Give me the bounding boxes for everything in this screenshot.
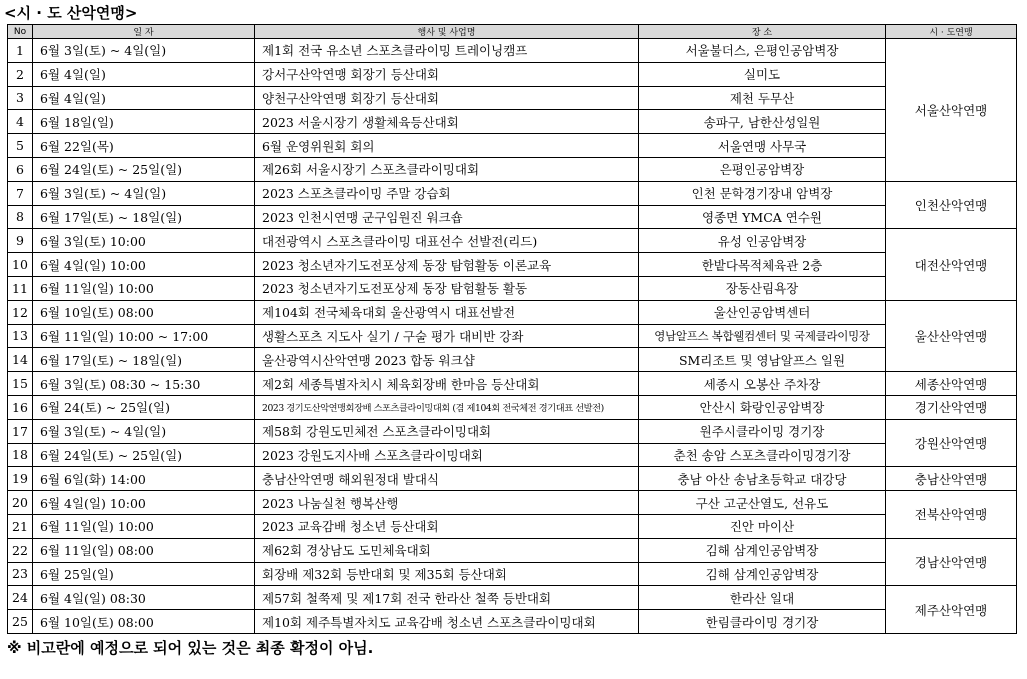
row-no: 20 bbox=[8, 491, 33, 515]
row-date: 6월 25일(일) bbox=[33, 562, 255, 586]
table-row bbox=[8, 229, 1017, 253]
row-no: 8 bbox=[8, 205, 33, 229]
row-event: 제26회 서울시장기 스포츠클라이밍대회 bbox=[255, 157, 639, 181]
row-date: 6월 24일(토) ~ 25일(일) bbox=[33, 157, 255, 181]
row-date: 6월 4일(일) 10:00 bbox=[33, 253, 255, 277]
row-date: 6월 24일(토) ~ 25일(일) bbox=[33, 443, 255, 467]
table-row bbox=[8, 300, 1017, 324]
row-no: 16 bbox=[8, 395, 33, 419]
row-date: 6월 11일(일) 10:00 ~ 17:00 bbox=[33, 324, 255, 348]
row-date: 6월 11일(일) 10:00 bbox=[33, 276, 255, 300]
row-event: 2023 교육감배 청소년 등산대회 bbox=[255, 514, 639, 538]
table-row bbox=[8, 610, 1017, 634]
row-date: 6월 11일(일) 08:00 bbox=[33, 538, 255, 562]
table-row bbox=[8, 324, 1017, 348]
row-place: 송파구, 남한산성일원 bbox=[639, 110, 886, 134]
table-row bbox=[8, 586, 1017, 610]
row-event: 울산광역시산악연맹 2023 합동 워크샵 bbox=[255, 348, 639, 372]
header-event: 행사 및 사업명 bbox=[255, 25, 639, 39]
row-event: 2023 인천시연맹 군구임원진 워크숍 bbox=[255, 205, 639, 229]
row-date: 6월 4일(일) 10:00 bbox=[33, 491, 255, 515]
row-date: 6월 17일(토) ~ 18일(일) bbox=[33, 205, 255, 229]
org-gyeonggi: 경기산악연맹 bbox=[886, 395, 1017, 419]
header-org: 시 · 도연맹 bbox=[886, 25, 1017, 39]
row-place: 울산인공암벽센터 bbox=[639, 300, 886, 324]
row-place: 장동산림욕장 bbox=[639, 276, 886, 300]
row-event: 2023 청소년자기도전포상제 동장 탐험활동 이론교육 bbox=[255, 253, 639, 277]
row-place: 춘천 송암 스포츠클라이밍경기장 bbox=[639, 443, 886, 467]
row-no: 13 bbox=[8, 324, 33, 348]
header-date: 일 자 bbox=[33, 25, 255, 39]
row-date: 6월 22일(목) bbox=[33, 134, 255, 158]
table-row bbox=[8, 62, 1017, 86]
table-row bbox=[8, 39, 1017, 63]
row-no: 6 bbox=[8, 157, 33, 181]
row-place: 인천 문학경기장내 암벽장 bbox=[639, 181, 886, 205]
org-incheon: 인천산악연맹 bbox=[886, 181, 1017, 229]
row-no: 25 bbox=[8, 610, 33, 634]
table-row bbox=[8, 491, 1017, 515]
row-place: 서울불더스, 은평인공암벽장 bbox=[639, 39, 886, 63]
footnote: ※ 비고란에 예정으로 되어 있는 것은 최종 확정이 아님. bbox=[7, 639, 374, 657]
org-ulsan: 울산산악연맹 bbox=[886, 300, 1017, 371]
row-date: 6월 4일(일) bbox=[33, 86, 255, 110]
row-place: 은평인공암벽장 bbox=[639, 157, 886, 181]
header-no: No bbox=[8, 25, 33, 39]
row-place: 구산 고군산열도, 선유도 bbox=[639, 491, 886, 515]
org-sejong: 세종산악연맹 bbox=[886, 372, 1017, 396]
table-row bbox=[8, 276, 1017, 300]
org-seoul: 서울산악연맹 bbox=[886, 39, 1017, 182]
row-no: 12 bbox=[8, 300, 33, 324]
table-row bbox=[8, 562, 1017, 586]
row-place: 제천 두무산 bbox=[639, 86, 886, 110]
row-no: 1 bbox=[8, 39, 33, 63]
row-event: 제62회 경상남도 도민체육대회 bbox=[255, 538, 639, 562]
row-place: 진안 마이산 bbox=[639, 514, 886, 538]
table-row bbox=[8, 467, 1017, 491]
row-event: 2023 강원도지사배 스포츠클라이밍대회 bbox=[255, 443, 639, 467]
row-date: 6월 11일(일) 10:00 bbox=[33, 514, 255, 538]
row-date: 6월 24(토) ~ 25일(일) bbox=[33, 395, 255, 419]
row-no: 24 bbox=[8, 586, 33, 610]
row-event: 제104회 전국체육대회 울산광역시 대표선발전 bbox=[255, 300, 639, 324]
table-row bbox=[8, 348, 1017, 372]
row-place: 한림클라이밍 경기장 bbox=[639, 610, 886, 634]
row-event: 2023 서울시장기 생활체육등산대회 bbox=[255, 110, 639, 134]
row-event: 강서구산악연맹 회장기 등산대회 bbox=[255, 62, 639, 86]
row-no: 17 bbox=[8, 419, 33, 443]
row-date: 6월 4일(일) bbox=[33, 62, 255, 86]
row-no: 21 bbox=[8, 514, 33, 538]
row-place: 원주시클라이밍 경기장 bbox=[639, 419, 886, 443]
row-date: 6월 3일(토) ~ 4일(일) bbox=[33, 419, 255, 443]
row-event: 제58회 강원도민체전 스포츠클라이밍대회 bbox=[255, 419, 639, 443]
row-date: 6월 10일(토) 08:00 bbox=[33, 610, 255, 634]
table-row bbox=[8, 419, 1017, 443]
row-no: 10 bbox=[8, 253, 33, 277]
table-row bbox=[8, 443, 1017, 467]
row-event: 2023 경기도산악연맹회장배 스포츠클라이밍대회 (겸 제104회 전국체전 경기대표 선발전) bbox=[255, 395, 639, 419]
row-event: 제10회 제주특별자치도 교육감배 청소년 스포츠클라이밍대회 bbox=[255, 610, 639, 634]
row-date: 6월 3일(토) ~ 4일(일) bbox=[33, 39, 255, 63]
row-no: 3 bbox=[8, 86, 33, 110]
row-event: 충남산악연맹 해외원정대 발대식 bbox=[255, 467, 639, 491]
row-place: 김해 삼계인공암벽장 bbox=[639, 538, 886, 562]
org-daejeon: 대전산악연맹 bbox=[886, 229, 1017, 300]
row-date: 6월 18일(일) bbox=[33, 110, 255, 134]
table-row bbox=[8, 372, 1017, 396]
row-date: 6월 17일(토) ~ 18일(일) bbox=[33, 348, 255, 372]
org-chungnam: 충남산악연맹 bbox=[886, 467, 1017, 491]
row-place: 한라산 일대 bbox=[639, 586, 886, 610]
table-row bbox=[8, 86, 1017, 110]
row-event: 2023 스포츠클라이밍 주말 강습회 bbox=[255, 181, 639, 205]
org-jeonbuk: 전북산악연맹 bbox=[886, 491, 1017, 539]
row-no: 23 bbox=[8, 562, 33, 586]
row-place: 한밭다목적체육관 2층 bbox=[639, 253, 886, 277]
header-place: 장 소 bbox=[639, 25, 886, 39]
row-event: 생활스포츠 지도사 실기 / 구술 평가 대비반 강좌 bbox=[255, 324, 639, 348]
row-event: 대전광역시 스포츠클라이밍 대표선수 선발전(리드) bbox=[255, 229, 639, 253]
row-date: 6월 3일(토) 08:30 ~ 15:30 bbox=[33, 372, 255, 396]
row-event: 제2회 세종특별자치시 체육회장배 한마음 등산대회 bbox=[255, 372, 639, 396]
org-gyeongnam: 경남산악연맹 bbox=[886, 538, 1017, 586]
row-event: 2023 청소년자기도전포상제 동장 탐험활동 활동 bbox=[255, 276, 639, 300]
row-no: 18 bbox=[8, 443, 33, 467]
row-place: 유성 인공암벽장 bbox=[639, 229, 886, 253]
row-place: 세종시 오봉산 주차장 bbox=[639, 372, 886, 396]
row-date: 6월 6일(화) 14:00 bbox=[33, 467, 255, 491]
row-place: 영종면 YMCA 연수원 bbox=[639, 205, 886, 229]
row-no: 11 bbox=[8, 276, 33, 300]
row-event: 6월 운영위원회 회의 bbox=[255, 134, 639, 158]
org-jeju: 제주산악연맹 bbox=[886, 586, 1017, 634]
row-no: 15 bbox=[8, 372, 33, 396]
org-gangwon: 강원산악연맹 bbox=[886, 419, 1017, 467]
table-row bbox=[8, 134, 1017, 158]
table-row bbox=[8, 181, 1017, 205]
row-event: 회장배 제32회 등반대회 및 제35회 등산대회 bbox=[255, 562, 639, 586]
table-row bbox=[8, 205, 1017, 229]
row-place: 안산시 화랑인공암벽장 bbox=[639, 395, 886, 419]
row-no: 4 bbox=[8, 110, 33, 134]
schedule-table bbox=[7, 24, 1017, 634]
table-row bbox=[8, 157, 1017, 181]
row-event: 제57회 철쭉제 및 제17회 전국 한라산 철쭉 등반대회 bbox=[255, 586, 639, 610]
table-row bbox=[8, 538, 1017, 562]
row-no: 14 bbox=[8, 348, 33, 372]
row-date: 6월 4일(일) 08:30 bbox=[33, 586, 255, 610]
row-place: 서울연맹 사무국 bbox=[639, 134, 886, 158]
row-no: 9 bbox=[8, 229, 33, 253]
table-row bbox=[8, 514, 1017, 538]
row-event: 2023 나눔실천 행복산행 bbox=[255, 491, 639, 515]
row-no: 19 bbox=[8, 467, 33, 491]
row-no: 7 bbox=[8, 181, 33, 205]
row-date: 6월 10일(토) 08:00 bbox=[33, 300, 255, 324]
table-row bbox=[8, 110, 1017, 134]
row-place: 충남 아산 송남초등학교 대강당 bbox=[639, 467, 886, 491]
row-place: 김해 삼계인공암벽장 bbox=[639, 562, 886, 586]
row-place: SM리조트 및 영남알프스 일원 bbox=[639, 348, 886, 372]
table-row bbox=[8, 395, 1017, 419]
row-event: 양천구산악연맹 회장기 등산대회 bbox=[255, 86, 639, 110]
table-header-row bbox=[8, 25, 1017, 39]
row-event: 제1회 전국 유소년 스포츠클라이밍 트레이닝캠프 bbox=[255, 39, 639, 63]
row-place: 실미도 bbox=[639, 62, 886, 86]
row-no: 22 bbox=[8, 538, 33, 562]
section-title: <시 · 도 산악연맹> bbox=[4, 4, 138, 22]
row-date: 6월 3일(토) 10:00 bbox=[33, 229, 255, 253]
table-row bbox=[8, 253, 1017, 277]
row-place: 영남알프스 복합웰컴센터 및 국제클라이밍장 bbox=[639, 324, 886, 348]
row-date: 6월 3일(토) ~ 4일(일) bbox=[33, 181, 255, 205]
row-no: 5 bbox=[8, 134, 33, 158]
row-no: 2 bbox=[8, 62, 33, 86]
